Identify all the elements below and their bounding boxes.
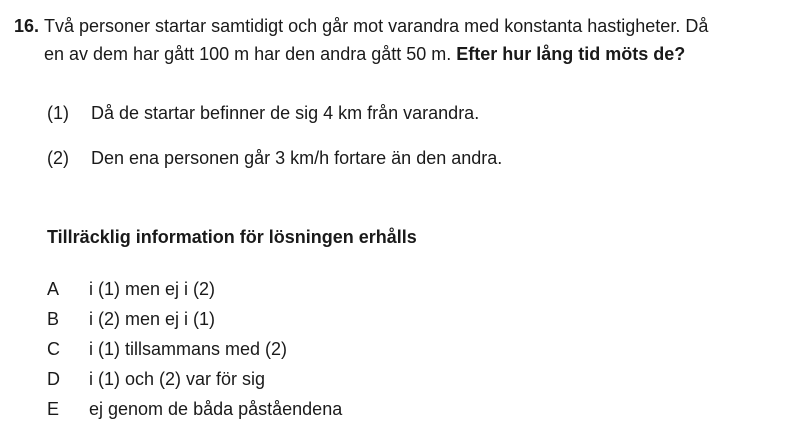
statement-text: Då de startar befinner de sig 4 km från varandra. — [91, 103, 480, 123]
statement-number: (1) — [47, 103, 69, 123]
option-d[interactable] — [47, 365, 342, 395]
option-e[interactable] — [47, 395, 342, 425]
question-line-2 — [14, 40, 784, 68]
option-letter: D — [47, 369, 60, 389]
option-letter: E — [47, 399, 60, 419]
question-line-1 — [14, 12, 784, 40]
option-b[interactable] — [47, 305, 342, 335]
question-block — [14, 12, 784, 68]
option-letter: B — [47, 309, 60, 329]
statement-text: Den ena personen går 3 km/h fortare än den andra. — [91, 148, 503, 168]
sufficiency-heading: Tillräcklig information för lösningen erhålls — [47, 227, 417, 247]
question-prompt: Efter hur lång tid möts de? — [456, 44, 686, 64]
option-text: i (1) tillsammans med (2) — [89, 339, 288, 359]
option-c[interactable] — [47, 335, 342, 365]
question-text-line-2: en av dem har gått 100 m har den andra gått 50 m. — [44, 44, 452, 64]
option-text: i (1) men ej i (2) — [89, 279, 216, 299]
option-a[interactable] — [47, 275, 342, 305]
option-text: i (1) och (2) var för sig — [89, 369, 266, 389]
option-letter: C — [47, 339, 60, 359]
statement-number: (2) — [47, 148, 69, 168]
option-text: ej genom de båda påståendena — [89, 399, 343, 419]
statement-1 — [47, 100, 479, 126]
option-text: i (2) men ej i (1) — [89, 309, 216, 329]
statement-2 — [47, 145, 502, 171]
answer-options — [47, 275, 342, 425]
option-letter: A — [47, 279, 60, 299]
question-number: 16. — [14, 16, 40, 36]
question-text-line-1: Två personer startar samtidigt och går mot varandra med konstanta hastigheter. Då — [44, 16, 709, 36]
